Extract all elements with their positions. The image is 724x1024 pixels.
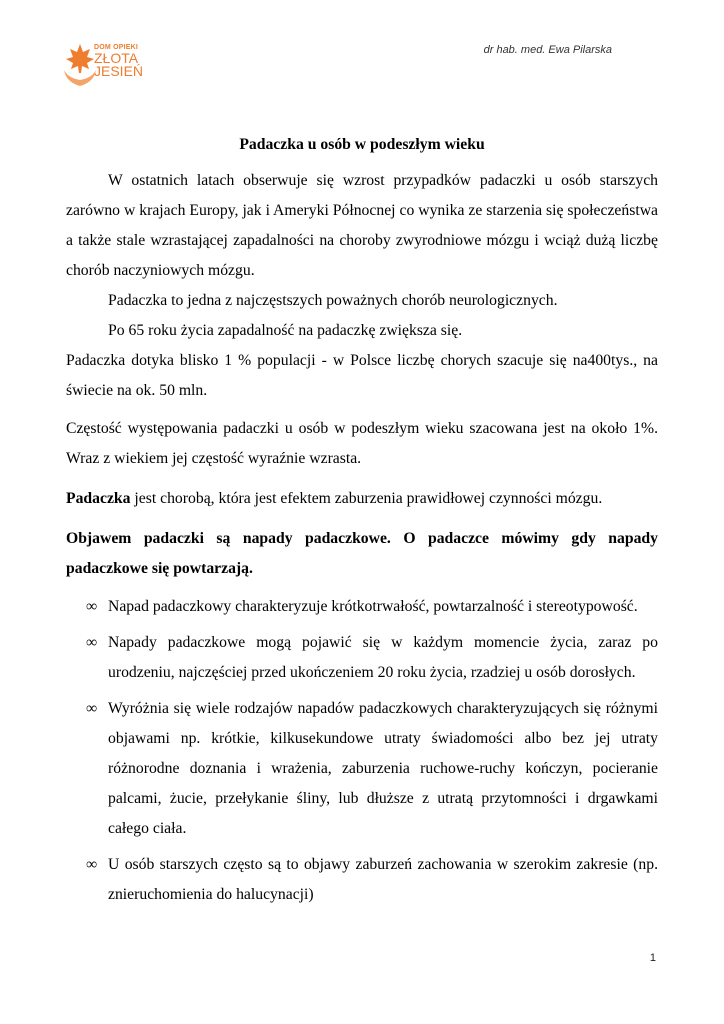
page-number: 1 — [649, 952, 656, 964]
list-item — [66, 628, 658, 688]
paragraph-intro: W ostatnich latach obserwuje się wzrost przypadków padaczki u osób starszych zarówno w krajach Europy, jak i Ameryki Północnej co wynika ze starzenia się społeczeństwa a także stale wzrastającej zapadalności na choroby zwyrodniowe mózgu i wciąż dużą liczbę chorób naczyniowych mózgu. — [66, 172, 658, 279]
logo-line3: JESIEŃ — [94, 63, 144, 79]
list-item — [66, 850, 658, 910]
document-title: Padaczka u osób w podeszłym wieku — [239, 136, 485, 153]
list-item-text: U osób starszych często są to objawy zaburzeń zachowania w szerokim zakresie (np. znieruchomienia do halucynacji) — [108, 856, 658, 903]
infinity-bullet-icon: ∞ — [86, 856, 98, 873]
infinity-bullet-icon: ∞ — [86, 700, 98, 717]
paragraph-symptoms: Objawem padaczki są napady padaczkowe. O padaczce mówimy gdy napady padaczkowe się powtarzają. — [66, 530, 658, 577]
definition-text: jest chorobą, która jest efektem zaburzenia prawidłowej czynności mózgu. — [130, 490, 603, 507]
document-body — [66, 132, 658, 910]
bullet-list — [66, 592, 658, 910]
author-name: dr hab. med. Ewa Pilarska — [483, 44, 612, 56]
paragraph-common-disease: Padaczka to jedna z najczęstszych poważnych chorób neurologicznych. — [108, 292, 558, 309]
list-item — [66, 592, 658, 622]
logo — [60, 36, 164, 90]
paragraph-definition — [66, 484, 658, 514]
infinity-bullet-icon: ∞ — [86, 598, 98, 615]
logo-text — [94, 44, 143, 78]
definition-term: Padaczka — [66, 490, 131, 507]
infinity-bullet-icon: ∞ — [86, 634, 98, 651]
logo-line1: DOM OPIEKI — [94, 44, 139, 51]
paragraph-incidence-age: Po 65 roku życia zapadalność na padaczkę zwiększa się. — [108, 322, 463, 339]
list-item-text: Napady padaczkowe mogą pojawić się w każdym momencie życia, zaraz po urodzeniu, najczęściej przed ukończeniem 20 roku życia, rzadziej u osób dorosłych. — [108, 634, 658, 681]
list-item-text: Napad padaczkowy charakteryzuje krótkotrwałość, powtarzalność i stereotypowość. — [108, 598, 638, 615]
logo-line2: ZŁOTA — [94, 50, 139, 66]
list-item — [66, 694, 658, 844]
paragraph-population: Padaczka dotyka blisko 1 % populacji - w Polsce liczbę chorych szacuje się na400tys., na świecie na ok. 50 mln. — [66, 352, 658, 399]
list-item-text: Wyróżnia się wiele rodzajów napadów padaczkowych charakteryzujących się różnymi objawami np. krótkie, kilkusekundowe utraty świadomości albo bez jej utraty różnorodne doznania i wrażenia, zaburzenia ruchowe-ruchy kończyn, pocieranie palcami, żucie, przełykanie śliny, lub dłuższe z utratą przytomności i drgawkami całego ciała. — [108, 700, 658, 837]
paragraph-frequency: Częstość występowania padaczki u osób w podeszłym wieku szacowana jest na około 1%. Wraz z wiekiem jej częstość wyraźnie wzrasta. — [66, 420, 658, 467]
